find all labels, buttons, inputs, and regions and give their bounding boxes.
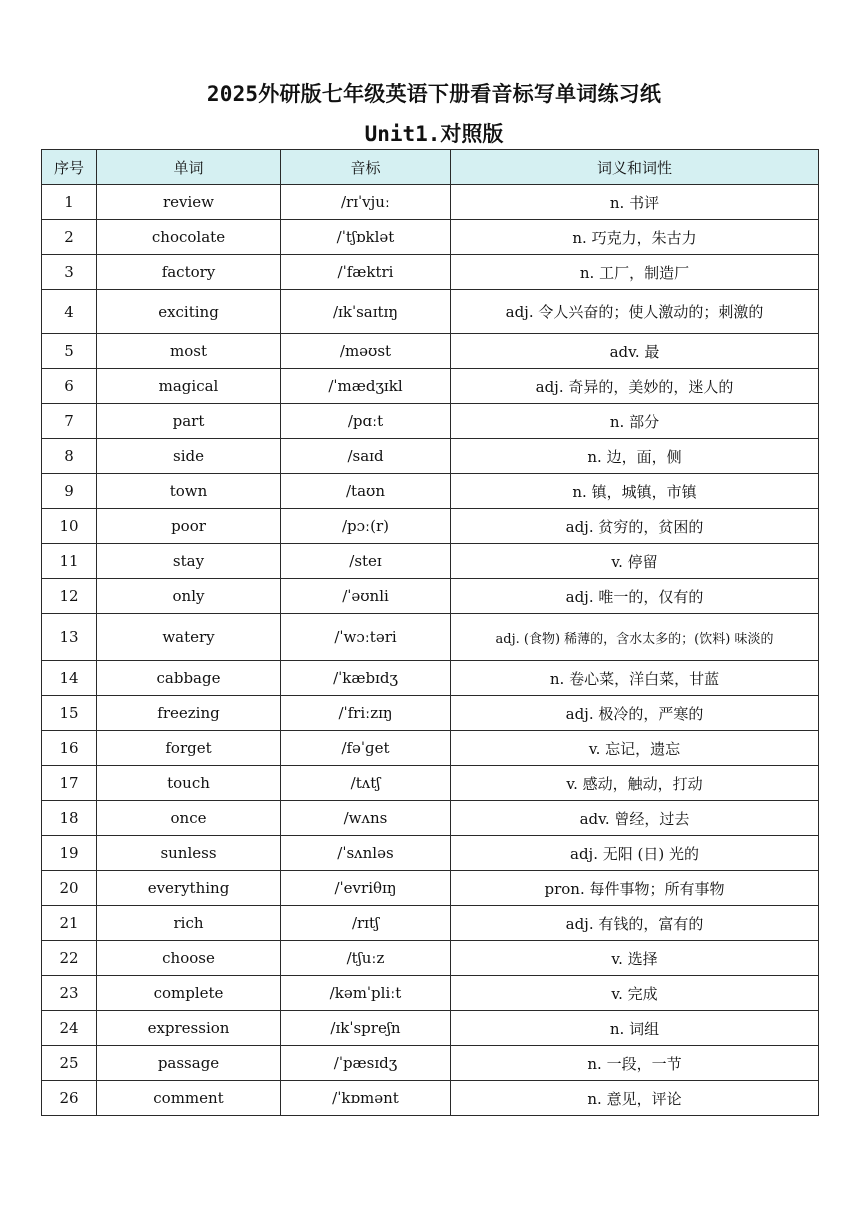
cell-number: 18 (42, 801, 97, 836)
cell-meaning: adj. 无阳 (日) 光的 (451, 836, 819, 871)
cell-number: 17 (42, 766, 97, 801)
cell-meaning: n. 书评 (451, 185, 819, 220)
table-row (42, 185, 819, 220)
table-row (42, 334, 819, 369)
cell-number: 12 (42, 579, 97, 614)
cell-word: cabbage (97, 661, 281, 696)
table-row (42, 255, 819, 290)
cell-meaning: adj. 贫穷的，贫困的 (451, 509, 819, 544)
cell-word: side (97, 439, 281, 474)
cell-word: review (97, 185, 281, 220)
cell-phonetic: /ˈfriːzɪŋ (281, 696, 451, 731)
cell-meaning: adj. 令人兴奋的；使人激动的；刺激的 (451, 290, 819, 334)
table-row (42, 404, 819, 439)
cell-number: 6 (42, 369, 97, 404)
cell-phonetic: /rɪˈvjuː (281, 185, 451, 220)
table-row (42, 290, 819, 334)
cell-word: freezing (97, 696, 281, 731)
cell-word: most (97, 334, 281, 369)
cell-phonetic: /ˈkæbɪdʒ (281, 661, 451, 696)
cell-phonetic: /tʌtʃ (281, 766, 451, 801)
cell-meaning: v. 选择 (451, 941, 819, 976)
cell-meaning: adj. 奇异的，美妙的，迷人的 (451, 369, 819, 404)
table-body (42, 185, 819, 1116)
cell-number: 5 (42, 334, 97, 369)
cell-word: stay (97, 544, 281, 579)
vocabulary-table (41, 149, 819, 1116)
cell-number: 16 (42, 731, 97, 766)
cell-word: once (97, 801, 281, 836)
cell-meaning: n. 意见，评论 (451, 1081, 819, 1116)
table-row (42, 474, 819, 509)
cell-word: watery (97, 614, 281, 661)
cell-number: 23 (42, 976, 97, 1011)
cell-phonetic: /pɑːt (281, 404, 451, 439)
cell-meaning: n. 边，面，侧 (451, 439, 819, 474)
cell-number: 8 (42, 439, 97, 474)
cell-number: 1 (42, 185, 97, 220)
table-row (42, 220, 819, 255)
cell-meaning: n. 词组 (451, 1011, 819, 1046)
page-title: 2025外研版七年级英语下册看音标写单词练习纸 (206, 82, 662, 106)
cell-number: 10 (42, 509, 97, 544)
cell-phonetic: /tʃuːz (281, 941, 451, 976)
table-row (42, 1011, 819, 1046)
cell-phonetic: /rɪtʃ (281, 906, 451, 941)
cell-number: 9 (42, 474, 97, 509)
cell-meaning: n. 卷心菜，洋白菜，甘蓝 (451, 661, 819, 696)
cell-word: factory (97, 255, 281, 290)
table-row (42, 544, 819, 579)
table-row (42, 871, 819, 906)
cell-number: 4 (42, 290, 97, 334)
table-row (42, 976, 819, 1011)
table-row (42, 439, 819, 474)
cell-meaning: pron. 每件事物；所有事物 (451, 871, 819, 906)
cell-phonetic: /wʌns (281, 801, 451, 836)
table-row (42, 801, 819, 836)
cell-phonetic: /saɪd (281, 439, 451, 474)
cell-word: expression (97, 1011, 281, 1046)
cell-number: 26 (42, 1081, 97, 1116)
cell-number: 15 (42, 696, 97, 731)
cell-meaning: v. 忘记，遗忘 (451, 731, 819, 766)
cell-phonetic: /kəmˈpliːt (281, 976, 451, 1011)
cell-meaning: adj. 唯一的，仅有的 (451, 579, 819, 614)
cell-number: 22 (42, 941, 97, 976)
cell-phonetic: /ˈtʃɒklət (281, 220, 451, 255)
cell-meaning: adj. 极冷的，严寒的 (451, 696, 819, 731)
table-row (42, 766, 819, 801)
cell-phonetic: /taʊn (281, 474, 451, 509)
cell-meaning: v. 完成 (451, 976, 819, 1011)
cell-word: complete (97, 976, 281, 1011)
cell-number: 7 (42, 404, 97, 439)
cell-word: choose (97, 941, 281, 976)
cell-meaning: adv. 最 (451, 334, 819, 369)
cell-phonetic: /ˈmædʒɪkl (281, 369, 451, 404)
cell-meaning: v. 停留 (451, 544, 819, 579)
cell-number: 24 (42, 1011, 97, 1046)
cell-meaning: n. 一段，一节 (451, 1046, 819, 1081)
cell-word: forget (97, 731, 281, 766)
cell-word: everything (97, 871, 281, 906)
header-phonetic: 音标 (281, 150, 451, 185)
header-meaning: 词义和词性 (451, 150, 819, 185)
cell-meaning: adj. 有钱的，富有的 (451, 906, 819, 941)
cell-word: passage (97, 1046, 281, 1081)
table-row (42, 369, 819, 404)
cell-number: 3 (42, 255, 97, 290)
table-header-row (42, 150, 819, 185)
cell-phonetic: /ˈwɔːtəri (281, 614, 451, 661)
header-word: 单词 (97, 150, 281, 185)
cell-phonetic: /ˈkɒmənt (281, 1081, 451, 1116)
cell-word: sunless (97, 836, 281, 871)
cell-phonetic: /ˈevriθɪŋ (281, 871, 451, 906)
cell-meaning: n. 巧克力，朱古力 (451, 220, 819, 255)
cell-meaning: n. 工厂，制造厂 (451, 255, 819, 290)
cell-meaning: n. 镇，城镇，市镇 (451, 474, 819, 509)
cell-number: 2 (42, 220, 97, 255)
table-row (42, 836, 819, 871)
cell-word: rich (97, 906, 281, 941)
cell-meaning: n. 部分 (451, 404, 819, 439)
cell-word: part (97, 404, 281, 439)
cell-number: 25 (42, 1046, 97, 1081)
cell-word: magical (97, 369, 281, 404)
table-row (42, 1046, 819, 1081)
page-subtitle: Unit1.对照版 (364, 122, 504, 146)
cell-phonetic: /ˈfæktri (281, 255, 451, 290)
table-row (42, 731, 819, 766)
cell-word: exciting (97, 290, 281, 334)
cell-phonetic: /ɪkˈspreʃn (281, 1011, 451, 1046)
table-row (42, 906, 819, 941)
cell-phonetic: /ɪkˈsaɪtɪŋ (281, 290, 451, 334)
cell-number: 13 (42, 614, 97, 661)
cell-number: 11 (42, 544, 97, 579)
cell-meaning: adj. (食物) 稀薄的，含水太多的；(饮料) 味淡的 (451, 614, 819, 661)
table-row (42, 579, 819, 614)
cell-number: 21 (42, 906, 97, 941)
table-row (42, 941, 819, 976)
cell-meaning: v. 感动，触动，打动 (451, 766, 819, 801)
cell-word: poor (97, 509, 281, 544)
cell-word: town (97, 474, 281, 509)
cell-phonetic: /ˈpæsɪdʒ (281, 1046, 451, 1081)
cell-phonetic: /pɔː(r) (281, 509, 451, 544)
cell-phonetic: /ˈsʌnləs (281, 836, 451, 871)
table-row (42, 661, 819, 696)
cell-word: comment (97, 1081, 281, 1116)
cell-meaning: adv. 曾经，过去 (451, 801, 819, 836)
cell-phonetic: /ˈəʊnli (281, 579, 451, 614)
table-row (42, 696, 819, 731)
header-number: 序号 (42, 150, 97, 185)
cell-phonetic: /fəˈɡet (281, 731, 451, 766)
cell-phonetic: /məʊst (281, 334, 451, 369)
cell-number: 14 (42, 661, 97, 696)
cell-word: only (97, 579, 281, 614)
cell-phonetic: /steɪ (281, 544, 451, 579)
table-row (42, 614, 819, 661)
table-row (42, 1081, 819, 1116)
cell-word: touch (97, 766, 281, 801)
cell-word: chocolate (97, 220, 281, 255)
cell-number: 20 (42, 871, 97, 906)
table-row (42, 509, 819, 544)
cell-number: 19 (42, 836, 97, 871)
